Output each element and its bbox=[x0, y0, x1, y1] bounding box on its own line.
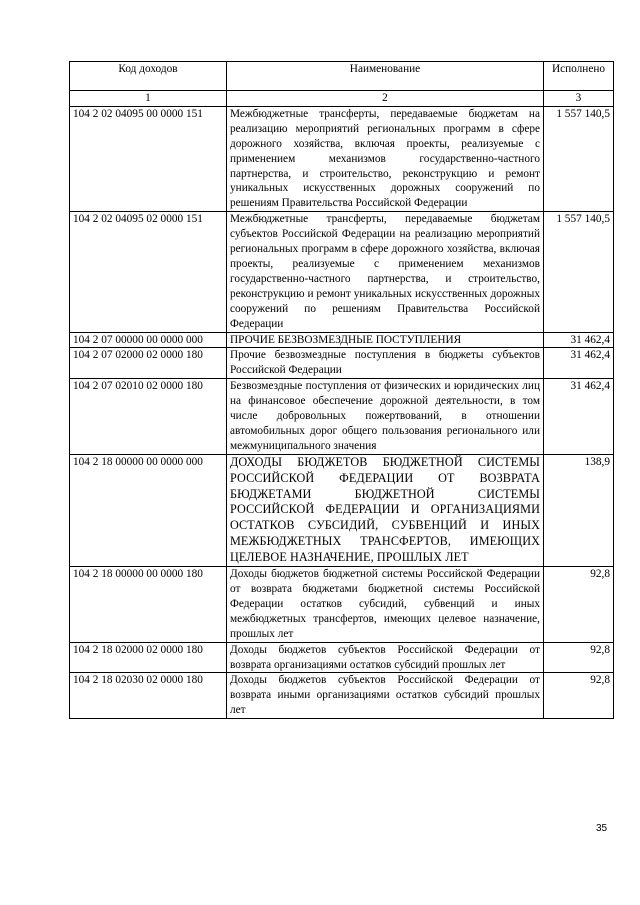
table-row bbox=[70, 212, 614, 332]
row-value: 92,8 bbox=[544, 567, 614, 643]
row-name: Межбюджетные трансферты, передаваемые бюджетам субъектов Российской Федерации на реализацию мероприятий региональных программ в сфере дорожного хозяйства, включая проекты, реализуемые с применением механизмов государственно-частного партнерства, и строительство, реконструкцию и ремонт уникальных искусственных дорожных сооружений по решениям Правительства Российской Федерации bbox=[227, 212, 544, 332]
table-row bbox=[70, 642, 614, 673]
page-number: 35 bbox=[596, 823, 608, 834]
header-code: Код доходов bbox=[70, 62, 227, 91]
row-code: 104 2 02 04095 00 0000 151 bbox=[70, 106, 227, 211]
row-name: Прочие безвозмездные поступления в бюджеты субъектов Российской Федерации bbox=[227, 348, 544, 379]
row-value: 92,8 bbox=[544, 673, 614, 719]
row-code: 104 2 07 02010 02 0000 180 bbox=[70, 379, 227, 455]
row-code: 104 2 02 04095 02 0000 151 bbox=[70, 212, 227, 332]
row-code: 104 2 18 00000 00 0000 000 bbox=[70, 454, 227, 566]
table-row bbox=[70, 106, 614, 211]
column-number-row bbox=[70, 91, 614, 107]
row-code: 104 2 07 00000 00 0000 000 bbox=[70, 332, 227, 348]
row-name: Межбюджетные трансферты, передаваемые бюджетам на реализацию мероприятий региональных программ в сфере дорожного хозяйства, включая проекты, реализуемые с применением механизмов государственно-частного партнерства, и строительство, реконструкцию и ремонт уникальных искусственных дорожных сооружений по решениям Правительства Российской Федерации bbox=[227, 106, 544, 211]
revenue-table bbox=[69, 61, 614, 719]
table-row bbox=[70, 332, 614, 348]
row-value: 1 557 140,5 bbox=[544, 106, 614, 211]
row-code: 104 2 07 02000 02 0000 180 bbox=[70, 348, 227, 379]
row-code: 104 2 18 02030 02 0000 180 bbox=[70, 673, 227, 719]
row-name: ДОХОДЫ БЮДЖЕТОВ БЮДЖЕТНОЙ СИСТЕМЫ РОССИЙСКОЙ ФЕДЕРАЦИИ ОТ ВОЗВРАТА БЮДЖЕТАМИ БЮДЖЕТНОЙ СИСТЕМЫ РОССИЙСКОЙ ФЕДЕРАЦИИ И ОРГАНИЗАЦИЯМИ ОСТАТКОВ СУБСИДИЙ, СУБВЕНЦИЙ И ИНЫХ МЕЖБЮДЖЕТНЫХ ТРАНСФЕРТОВ, ИМЕЮЩИХ ЦЕЛЕВОЕ НАЗНАЧЕНИЕ, ПРОШЛЫХ ЛЕТ bbox=[227, 454, 544, 566]
row-value: 138,9 bbox=[544, 454, 614, 566]
header-executed: Исполнено bbox=[544, 62, 614, 91]
row-name: Доходы бюджетов субъектов Российской Федерации от возврата иными организациями остатков субсидий прошлых лет bbox=[227, 673, 544, 719]
column-number: 1 bbox=[70, 91, 227, 107]
table-row bbox=[70, 673, 614, 719]
column-number: 3 bbox=[544, 91, 614, 107]
row-name: ПРОЧИЕ БЕЗВОЗМЕЗДНЫЕ ПОСТУПЛЕНИЯ bbox=[227, 332, 544, 348]
row-code: 104 2 18 00000 00 0000 180 bbox=[70, 567, 227, 643]
table-row bbox=[70, 348, 614, 379]
row-value: 1 557 140,5 bbox=[544, 212, 614, 332]
header-row bbox=[70, 62, 614, 91]
table-row bbox=[70, 379, 614, 455]
row-name: Безвозмездные поступления от физических и юридических лиц на финансовое обеспечение дорожной деятельности, в том числе добровольных пожертвований, в отношении автомобильных дорог общего пользования регионального или межмуниципального значения bbox=[227, 379, 544, 455]
row-value: 31 462,4 bbox=[544, 332, 614, 348]
row-code: 104 2 18 02000 02 0000 180 bbox=[70, 642, 227, 673]
row-value: 31 462,4 bbox=[544, 348, 614, 379]
row-value: 92,8 bbox=[544, 642, 614, 673]
header-name: Наименование bbox=[227, 62, 544, 91]
table-row bbox=[70, 567, 614, 643]
table-row bbox=[70, 454, 614, 566]
row-name: Доходы бюджетов субъектов Российской Федерации от возврата организациями остатков субсидий прошлых лет bbox=[227, 642, 544, 673]
column-number: 2 bbox=[227, 91, 544, 107]
row-value: 31 462,4 bbox=[544, 379, 614, 455]
row-name: Доходы бюджетов бюджетной системы Российской Федерации от возврата бюджетами бюджетной системы Российской Федерации остатков субсидий, субвенций и иных межбюджетных трансфертов, имеющих целевое назначение, прошлых лет bbox=[227, 567, 544, 643]
